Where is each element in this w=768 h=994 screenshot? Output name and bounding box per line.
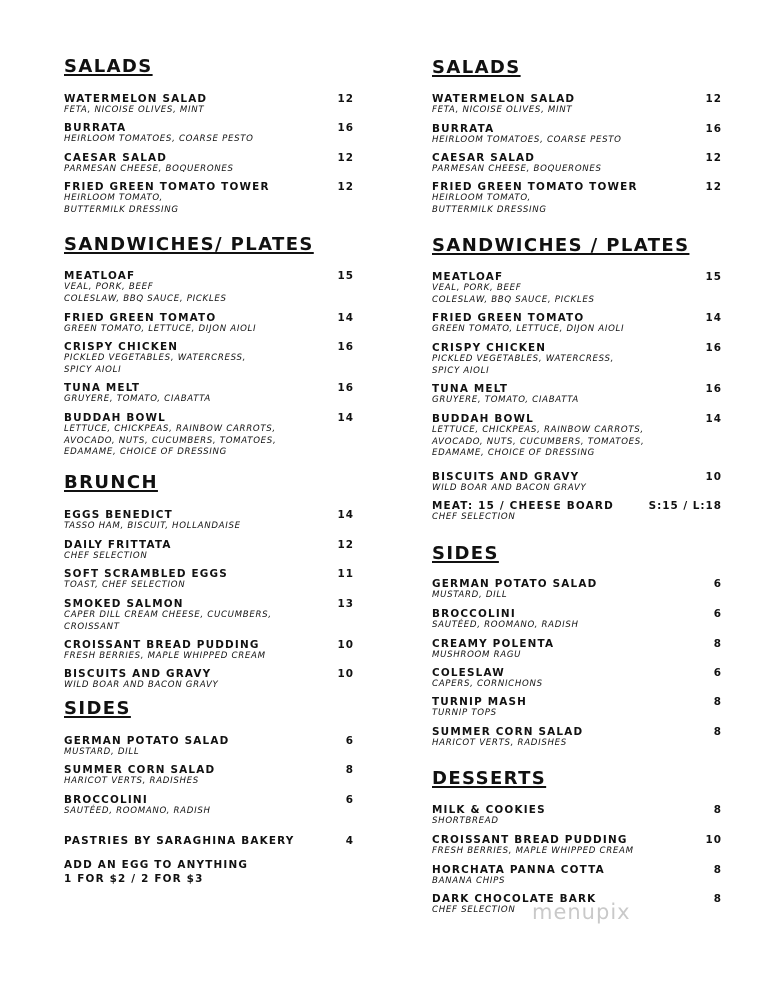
- menu-item-description: WILD BOAR AND BACON GRAVY: [432, 483, 587, 493]
- menu-item: [64, 93, 354, 117]
- menu-item: [64, 764, 354, 788]
- menu-item: [64, 835, 354, 847]
- menu-item-description: CHEF SELECTION: [432, 512, 516, 522]
- section-title-brunch: BRUNCH: [64, 472, 158, 493]
- menu-item: [64, 152, 354, 176]
- menu-item-price: 12: [705, 181, 722, 193]
- menu-item-name: EGGS BENEDICT: [64, 509, 173, 521]
- menu-item-name: TURNIP MASH: [432, 696, 528, 708]
- menu-item-name: MEATLOAF: [432, 271, 504, 283]
- menu-item-name: SUMMER CORN SALAD: [64, 764, 216, 776]
- menu-item-price: 8: [713, 696, 722, 708]
- menu-item-name: CAESAR SALAD: [432, 152, 536, 164]
- menu-item-price: 6: [713, 578, 722, 590]
- menu-item-description: LETTUCE, CHICKPEAS, RAINBOW CARROTS,: [432, 425, 644, 435]
- menu-item-name: TUNA MELT: [64, 382, 141, 394]
- menu-item-price: 13: [337, 598, 354, 610]
- menu-item-description: CAPERS, CORNICHONS: [432, 679, 543, 689]
- menu-item-name: BISCUITS AND GRAVY: [432, 471, 580, 483]
- menu-item-name: FRIED GREEN TOMATO: [64, 312, 217, 324]
- menu-item-description: SPICY AIOLI: [432, 365, 490, 376]
- menu-item-price: 8: [713, 726, 722, 738]
- menu-item: [64, 270, 354, 305]
- menu-item-name: BROCCOLINI: [432, 608, 516, 620]
- menu-item: [432, 471, 722, 495]
- menu-item: [64, 735, 354, 759]
- menu-item-name: CAESAR SALAD: [64, 152, 168, 164]
- menu-item: [432, 667, 722, 691]
- menu-item-description: CHEF SELECTION: [64, 551, 148, 561]
- menu-item-name: BURRATA: [432, 123, 495, 135]
- menu-item-name: BISCUITS AND GRAVY: [64, 668, 212, 680]
- menu-item: [64, 181, 354, 216]
- menu-item: [432, 578, 722, 602]
- menu-item-name: GERMAN POTATO SALAD: [432, 578, 598, 590]
- menu-item-description: SAUTÉED, ROOMANO, RADISH: [64, 806, 211, 816]
- menu-item-price: 10: [337, 639, 354, 651]
- menu-item: [432, 864, 722, 888]
- addon-note-line2: 1 FOR $2 / 2 FOR $3: [64, 873, 204, 885]
- menu-item-price: 16: [337, 341, 354, 353]
- menu-item-name: CROISSANT BREAD PUDDING: [432, 834, 628, 846]
- menu-item-description: VEAL, PORK, BEEF: [64, 282, 154, 292]
- menu-item: [432, 500, 722, 524]
- menu-item-price: 14: [337, 312, 354, 324]
- section-title-sides: SIDES: [432, 543, 499, 564]
- menu-item-name: CREAMY POLENTA: [432, 638, 555, 650]
- menupix-watermark: menupix: [532, 900, 631, 924]
- menu-item: [64, 794, 354, 818]
- menu-item-price: 4: [345, 835, 354, 847]
- menu-item-description: HEIRLOOM TOMATOES, COARSE PESTO: [64, 134, 254, 144]
- section-title-desserts: DESSERTS: [432, 768, 547, 789]
- menu-item-price: 14: [337, 509, 354, 521]
- menu-item-price: 11: [337, 568, 354, 580]
- menu-item-name: SMOKED SALMON: [64, 598, 184, 610]
- menu-item-price: 12: [705, 152, 722, 164]
- menu-item-name: SOFT SCRAMBLED EGGS: [64, 568, 228, 580]
- menu-item-description: AVOCADO, NUTS, CUCUMBERS, TOMATOES,: [432, 436, 645, 447]
- menu-item-price: 6: [713, 608, 722, 620]
- menu-item-name: DAILY FRITTATA: [64, 539, 172, 551]
- menu-item-price: 16: [705, 383, 722, 395]
- menu-item-description: EDAMAME, CHOICE OF DRESSING: [432, 448, 596, 458]
- menu-item-price: 14: [705, 312, 722, 324]
- menu-item-price: 8: [713, 804, 722, 816]
- menu-item-name: WATERMELON SALAD: [432, 93, 576, 105]
- menu-item-description: GRUYERE, TOMATO, CIABATTA: [64, 394, 211, 404]
- menu-item-description: COLESLAW, BBQ SAUCE, PICKLES: [432, 294, 595, 305]
- menu-item-name: CROISSANT BREAD PUDDING: [64, 639, 260, 651]
- menu-item-price: 6: [713, 667, 722, 679]
- menu-item: [64, 341, 354, 376]
- menu-item-name: FRIED GREEN TOMATO TOWER: [432, 181, 638, 193]
- menu-item-price: 15: [705, 271, 722, 283]
- menu-item: [432, 342, 722, 377]
- menu-item-description: CAPER DILL CREAM CHEESE, CUCUMBERS,: [64, 610, 272, 620]
- menu-item-description: WILD BOAR AND BACON GRAVY: [64, 680, 219, 690]
- menu-item-description: COLESLAW, BBQ SAUCE, PICKLES: [64, 293, 227, 304]
- menu-item: [432, 383, 722, 407]
- menu-item: [64, 598, 354, 633]
- section-title-sides: SIDES: [64, 698, 131, 719]
- menu-item-price: 12: [337, 539, 354, 551]
- menu-item-name: MEAT: 15 / CHEESE BOARD: [432, 500, 614, 512]
- menu-item-price: 10: [705, 471, 722, 483]
- menu-item-description: MUSTARD, DILL: [64, 747, 140, 757]
- section-title-sandwiches: SANDWICHES / PLATES: [432, 235, 690, 256]
- menu-item: [64, 312, 354, 336]
- menu-item: [432, 413, 722, 460]
- menu-item-description: FETA, NICOISE OLIVES, MINT: [432, 105, 573, 115]
- menu-item: [432, 638, 722, 662]
- menu-item-name: DARK CHOCOLATE BARK: [432, 893, 597, 905]
- menu-item-name: BURRATA: [64, 122, 127, 134]
- menu-item-price: 8: [713, 864, 722, 876]
- menu-item-price: S:15 / L:18: [648, 500, 722, 512]
- menu-item-description: SAUTÉED, ROOMANO, RADISH: [432, 620, 579, 630]
- menu-item-description: TURNIP TOPS: [432, 708, 497, 718]
- menu-item-price: 12: [337, 152, 354, 164]
- addon-note-line1: ADD AN EGG TO ANYTHING: [64, 859, 249, 871]
- menu-item-description: BANANA CHIPS: [432, 876, 506, 886]
- menu-item-description: GREEN TOMATO, LETTUCE, DIJON AIOLI: [64, 324, 257, 334]
- menu-item-description: HEIRLOOM TOMATO,: [432, 193, 531, 203]
- menu-item-description: PICKLED VEGETABLES, WATERCRESS,: [432, 354, 615, 364]
- menu-item-description: HARICOT VERTS, RADISHES: [64, 776, 199, 786]
- menu-item: [432, 696, 722, 720]
- menu-item-price: 10: [705, 834, 722, 846]
- menu-item-name: PASTRIES BY SARAGHINA BAKERY: [64, 835, 295, 847]
- menu-item-price: 12: [337, 181, 354, 193]
- menu-item-name: FRIED GREEN TOMATO TOWER: [64, 181, 270, 193]
- menu-item-price: 8: [713, 638, 722, 650]
- menu-item: [432, 804, 722, 828]
- menu-item-name: MILK & COOKIES: [432, 804, 546, 816]
- menu-item-price: 8: [345, 764, 354, 776]
- menu-item-description: AVOCADO, NUTS, CUCUMBERS, TOMATOES,: [64, 435, 277, 446]
- menu-item-description: FRESH BERRIES, MAPLE WHIPPED CREAM: [64, 651, 266, 661]
- menu-item: [64, 412, 354, 459]
- menu-item-name: CRISPY CHICKEN: [64, 341, 179, 353]
- section-title-sandwiches: SANDWICHES/ PLATES: [64, 234, 314, 255]
- menu-item-description: HEIRLOOM TOMATOES, COARSE PESTO: [432, 135, 622, 145]
- menu-item-description: GRUYERE, TOMATO, CIABATTA: [432, 395, 579, 405]
- menu-item-price: 16: [705, 342, 722, 354]
- menu-item-name: COLESLAW: [432, 667, 505, 679]
- menu-item: [64, 122, 354, 146]
- menu-item: [64, 509, 354, 533]
- menu-item-price: 16: [337, 382, 354, 394]
- menu-item-description: BUTTERMILK DRESSING: [64, 204, 179, 215]
- menu-item-price: 16: [337, 122, 354, 134]
- menu-item-name: BUDDAH BOWL: [432, 413, 534, 425]
- menu-item-description: HARICOT VERTS, RADISHES: [432, 738, 567, 748]
- menu-item: [432, 181, 722, 216]
- menu-item: [432, 726, 722, 750]
- menu-item-name: WATERMELON SALAD: [64, 93, 208, 105]
- menu-item-description: GREEN TOMATO, LETTUCE, DIJON AIOLI: [432, 324, 625, 334]
- menu-item-name: BROCCOLINI: [64, 794, 148, 806]
- menu-item: [432, 123, 722, 147]
- menu-item-description: FETA, NICOISE OLIVES, MINT: [64, 105, 205, 115]
- menu-item: [432, 834, 722, 858]
- menu-item-description: CHEF SELECTION: [432, 905, 516, 915]
- menu-item: [64, 539, 354, 563]
- menu-item-name: SUMMER CORN SALAD: [432, 726, 584, 738]
- menu-item-description: SPICY AIOLI: [64, 364, 122, 375]
- menu-item-description: TOAST, CHEF SELECTION: [64, 580, 186, 590]
- section-title-salads: SALADS: [432, 57, 521, 78]
- menu-item-name: HORCHATA PANNA COTTA: [432, 864, 605, 876]
- menu-item-description: PARMESAN CHEESE, BOQUERONES: [432, 164, 602, 174]
- menu-item-name: CRISPY CHICKEN: [432, 342, 547, 354]
- menu-item-price: 14: [337, 412, 354, 424]
- menu-item-name: FRIED GREEN TOMATO: [432, 312, 585, 324]
- menu-item-price: 16: [705, 123, 722, 135]
- menu-item: [432, 93, 722, 117]
- menu-item-description: CROISSANT: [64, 621, 120, 632]
- menu-item-price: 6: [345, 735, 354, 747]
- menu-item-price: 12: [705, 93, 722, 105]
- menu-item: [64, 639, 354, 663]
- menu-item-price: 14: [705, 413, 722, 425]
- menu-item-description: LETTUCE, CHICKPEAS, RAINBOW CARROTS,: [64, 424, 276, 434]
- menu-item: [432, 608, 722, 632]
- menu-item-price: 10: [337, 668, 354, 680]
- menu-item-description: EDAMAME, CHOICE OF DRESSING: [64, 447, 228, 457]
- menu-item-name: GERMAN POTATO SALAD: [64, 735, 230, 747]
- menu-item-description: HEIRLOOM TOMATO,: [64, 193, 163, 203]
- menu-item-description: MUSTARD, DILL: [432, 590, 508, 600]
- section-title-salads: SALADS: [64, 56, 153, 77]
- menu-item-name: MEATLOAF: [64, 270, 136, 282]
- menu-item-price: 12: [337, 93, 354, 105]
- menu-item-price: 15: [337, 270, 354, 282]
- menu-item-description: PARMESAN CHEESE, BOQUERONES: [64, 164, 234, 174]
- menu-item-description: VEAL, PORK, BEEF: [432, 283, 522, 293]
- menu-item-price: 8: [713, 893, 722, 905]
- menu-item-name: TUNA MELT: [432, 383, 509, 395]
- menu-item-description: SHORTBREAD: [432, 816, 499, 826]
- menu-item-description: PICKLED VEGETABLES, WATERCRESS,: [64, 353, 247, 363]
- menu-item: [432, 152, 722, 176]
- menu-item-price: 6: [345, 794, 354, 806]
- menu-item: [64, 568, 354, 592]
- menu-item-name: BUDDAH BOWL: [64, 412, 166, 424]
- menu-item-description: BUTTERMILK DRESSING: [432, 204, 547, 215]
- menu-item: [432, 312, 722, 336]
- menu-item-description: MUSHROOM RAGU: [432, 650, 522, 660]
- menu-item-description: TASSO HAM, BISCUIT, HOLLANDAISE: [64, 521, 241, 531]
- menu-item: [64, 668, 354, 692]
- menu-item: [432, 271, 722, 306]
- menu-item-description: FRESH BERRIES, MAPLE WHIPPED CREAM: [432, 846, 634, 856]
- menu-item: [64, 382, 354, 406]
